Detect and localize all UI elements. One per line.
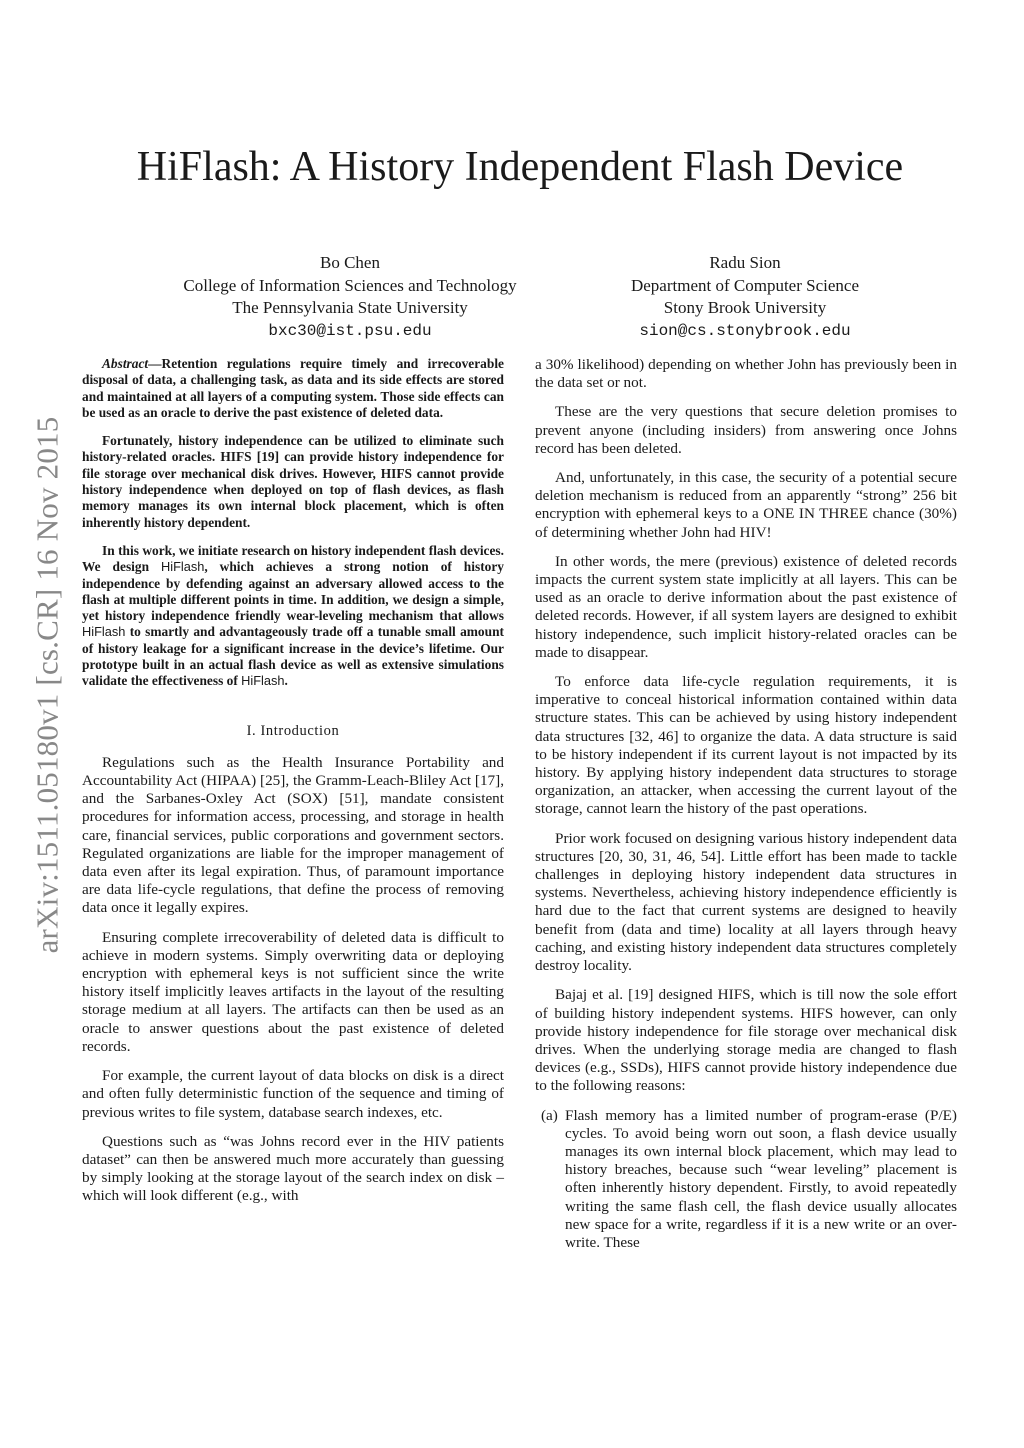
author-email: bxc30@ist.psu.edu [268,321,432,340]
author-name: Radu Sion [709,253,781,272]
reason-marker: (a) [541,1106,558,1124]
arxiv-identifier-text: arXiv:1511.05180v1 [cs.CR] 16 Nov 2015 [29,416,65,954]
system-name: HiFlash [241,673,285,689]
intro-paragraph: Questions such as “was Johns record ever in the HIV patients dataset” can then be answered much more accurately than guessing by simply looking at the storage layout of the search index on disk – which will look different (e.g., with [82,1132,504,1205]
author-block-1 [150,252,550,342]
system-name: HiFlash [160,559,205,575]
abstract-paragraph-1: Abstract—Retention regulations require timely and irrecoverable disposal of data, a challenging task, as data and its side effects are stored and maintained at all layers of a computing system. Those side effects can be used as an oracle to derive the past existence of deleted data. [82,356,504,420]
author-email: sion@cs.stonybrook.edu [639,321,851,340]
intro-paragraph: For example, the current layout of data blocks on disk is a direct and often fully deterministic function of the sequence and timing of previous writes to file system, database search indexes, etc. [82,1067,504,1121]
reason-list-item [535,1107,957,1253]
abstract-label: Abstract [102,356,149,371]
abstract-paragraph-3: In this work, we initiate research on history independent flash devices. We design HiFlash, which achieves a strong notion of history independence by defending against an adversary allowed access to the flash at multiple different points in time. In addition, we design a simple, yet history independence friendly wear-leveling mechanism that allows HiFlash to smartly and advantageously trade off a tunable small amount of history leakage for a significant increase in the device’s lifetime. Our prototype built in an actual flash device as well as extensive simulations validate the effectiveness of HiFlash. [82,542,504,689]
abstract [82,356,504,690]
author-affiliation: Department of Computer Science [630,275,859,295]
paper-title: HiFlash: A History Independent Flash Device [136,144,904,190]
intro-paragraph: These are the very questions that secure deletion promises to prevent anyone (including insiders) from answering once Johns record has been deleted. [535,403,957,457]
intro-paragraph: To enforce data life-cycle regulation requirements, it is imperative to conceal historical information contained within data structure states. This can be achieved by using history independent data structures [32, 46] to organize the data. A data structure is said to be history independent if its current layout is not impacted by its history. By applying history independent data structures to storage organization, an attacker, when accessing the current layout of the storage, cannot learn the history of the past operations. [535,673,957,818]
right-column [535,356,957,1252]
arxiv-identifier [24,380,70,990]
reason-text: Flash memory has a limited number of program-erase (P/E) cycles. To avoid being worn out soon, a flash device usually manages its own internal block placement, which may lead to history breaches, because such “wear leveling” placement is often inherently history dependent. Firstly, to avoid repeatedly writing the same flash cell, the flash device usually allocates new space for a write, regardless if it is a new write or an over-write. These [565,1106,957,1251]
author-affiliation: College of Information Sciences and Technology [183,275,517,295]
abstract-paragraph-2: Fortunately, history independence can be utilized to eliminate such history-related oracles. HIFS [19] can provide history independence for file storage over mechanical disk drives. However, HIFS cannot provide history independence when deployed on top of flash devices, as flash memory manages its own internal block placement, which is often inherently history dependent. [82,433,504,530]
author-institution: The Pennsylvania State University [232,298,468,317]
intro-paragraph-continued: a 30% likelihood) depending on whether John has previously been in the data set or not. [535,356,957,392]
system-name: HiFlash [82,624,126,640]
intro-paragraph: Bajaj et al. [19] designed HIFS, which is till now the sole effort of building history independent systems. HIFS however, can only provide history independence for file storage over mechanical disk drives. When the underlying storage media are changed to flash devices (e.g., SSDs), HIFS cannot provide history independence due to the following reasons: [535,986,957,1095]
intro-paragraph: In other words, the mere (previous) existence of deleted records impacts the current system state implicitly at all layers. This can be used as an oracle to derive information about the past existence of deleted records. However, if all system layers are designed to exhibit history independence, such implicit history-related oracles can be made to disappear. [535,552,957,661]
intro-paragraph: Prior work focused on designing various history independent data structures [20, 30, 31, 46, 54]. Little effort has been made to tackle challenges in deploying history independent data structures in systems. Nevertheless, achieving history independence efficiently is hard due to the fact that current systems are designed to heavily benefit from (data and time) locality at all layers through heavy caching, and existing history independent data structures completely destroy locality. [535,829,957,975]
author-block-2 [590,252,900,342]
intro-paragraph: Ensuring complete irrecoverability of deleted data is difficult to achieve in modern systems. Simply overwriting data or deploying encryption with ephemeral keys is not sufficient since the write history itself implicitly leaves artifacts in the layout of the resulting storage medium at all layers. The artifacts can then be used as an oracle to answer questions about the past existence of deleted records. [82,928,504,1055]
intro-paragraph: And, unfortunately, in this case, the security of a potential secure deletion mechanism is reduced from an apparently “strong” 256 bit encryption with ephemeral keys to a ONE IN THREE chance (30%) of determining whether John had HIV! [535,469,957,541]
author-institution: Stony Brook University [663,298,827,317]
section-heading-introduction: I. Introduction [246,722,340,739]
author-name: Bo Chen [320,253,380,272]
left-column [82,356,504,1217]
intro-paragraph: Regulations such as the Health Insurance Portability and Accountability Act (HIPAA) [25], the Gramm-Leach-Bliley Act [17], and the Sarbanes-Oxley Act (SOX) [51], mandate consistent procedures for information access, processing, and storage in health care, financial services, public corporations and government sectors. Regulated organizations are liable for the improper management of data even after its legal expiration. Thus, of paramount importance are data life-cycle regulations, that define the process of removing data once it legally expires. [82,753,504,917]
